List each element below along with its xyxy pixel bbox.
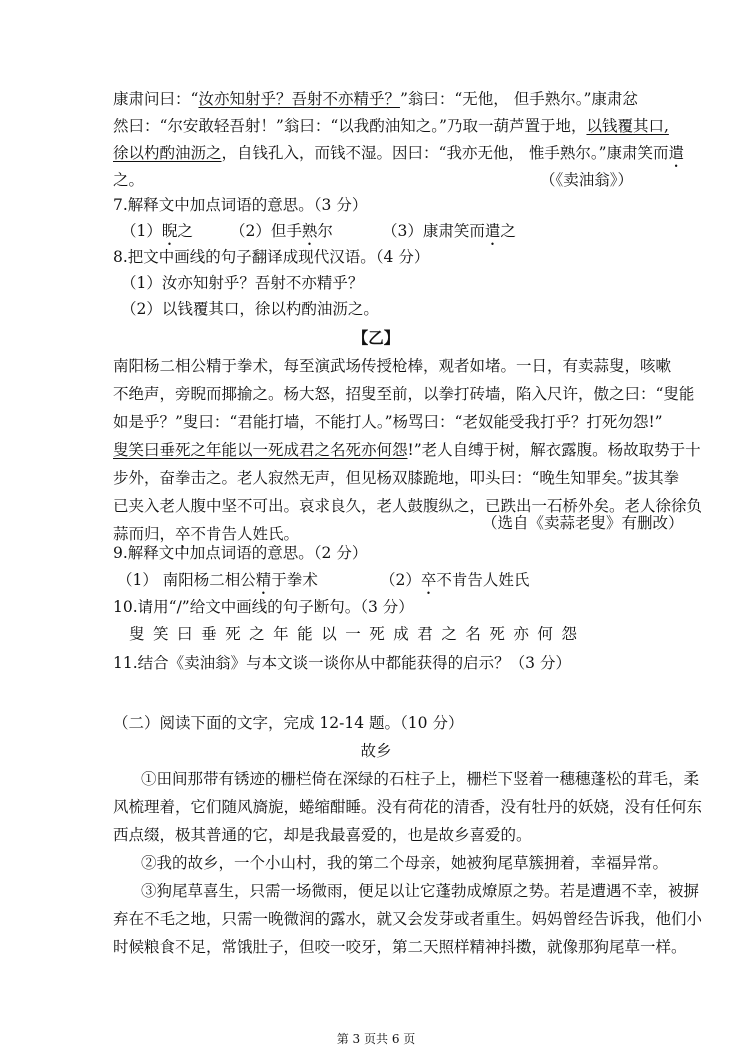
text: （3）康肃笑而 [382,222,485,240]
q9-item-2 [380,569,529,598]
p3-line-1: ③狗尾草喜生，只需一场微雨，便足以让它蓬勃成燎原之势。若是遭遇不幸，被摒 [141,882,700,900]
p3-line-2: 弃在不毛之地，只需一晚微润的露水，就又会发芽或者重生。妈妈曾经告诉我，他们小 [113,910,703,928]
underlined-sentence: 汝亦知射乎？吾射不亦精乎？ [198,90,400,108]
underlined-sentence: 徐以杓酌油沥之 [113,144,222,162]
p3-line-3: 时候粮食不足，常饿肚子，但咬一咬牙，第二天照样精神抖擞，就像那狗尾草一样。 [113,938,687,956]
jia-line-2 [113,115,669,137]
section2-header: （二）阅读下面的文字，完成 12-14 题。（10 分） [113,714,464,732]
dotted-word: 遣 [484,222,501,240]
underlined-sentence: 以钱覆其口, [586,117,669,135]
yi-source: （选自《卖蒜老叟》有删改） [482,514,684,532]
text: 之 [177,222,193,240]
q8-item-2: （2）以钱覆其口，徐以杓酌油沥之。 [121,300,379,318]
text: （1） [121,222,162,240]
yi-line-3: 如是乎？”叟曰：“君能打墙，不能打人。”杨骂曰：“老奴能受我打乎？打死勿怨!” [113,413,663,431]
text: 不肯告人姓氏 [436,571,530,589]
q7-item-2 [230,220,333,249]
story-title: 故乡 [360,742,392,760]
text: 不肯告人姓氏。 [190,525,300,543]
text: ”翁曰：“无他， 但手熟尔。”康肃忿 [399,90,638,108]
text: 于拳术 [271,571,318,589]
q7-item-1 [121,220,193,249]
yi-line-6: 已夹入老人腹中坚不可出。哀求良久，老人鼓腹纵之，已跌出一石桥外矣。老人徐徐负 [113,497,703,515]
dotted-word: 精 [255,571,272,589]
yi-line-4 [113,439,701,461]
dotted-word: 熟 [301,222,318,240]
q8-title: 8.把文中画线的句子翻译成现代汉语。（4 分） [113,248,430,266]
yi-line-1: 南阳杨二相公精于拳术，每至演武场传授枪棒，观者如堵。一日，有卖蒜叟，咳嗽 [113,357,672,375]
text: !”老人自缚于树，解衣露腹。杨故取势于十 [407,441,701,459]
jia-line-4 [113,169,144,191]
jia-line-3 [113,142,684,171]
yi-line-2: 不绝声，旁睨而揶揄之。杨大怒，招叟至前，以拳打砖墙，陷入尺许，傲之曰：“叟能 [113,385,695,403]
underlined-sentence: 叟笑曰垂死之年能以一死成君之名死亦何怨 [113,441,408,459]
text: （2）但手 [230,222,302,240]
text: 蒜而归， [113,525,176,543]
q10-title: 10.请用“/”给文中画线的句子断句。（3 分） [113,598,414,616]
text: 尔 [317,222,333,240]
p1-line-2: 风梳理着，它们随风旖旎，蜷缩酣睡。没有荷花的清香，没有牡丹的妖娆，没有任何东 [113,798,703,816]
jia-source: （《卖油翁》） [540,171,634,189]
text: ，自钱孔入，而钱不湿。因曰：“我亦无他， 惟手熟尔。”康肃笑而 [221,144,669,162]
text: 然曰：“尔安敢轻吾射！”翁曰：“以我酌油知之。”乃取一葫芦置于地， [113,117,587,135]
text: 之 [500,222,516,240]
q8-item-1: （1）汝亦知射乎？吾射不亦精乎？ [121,274,364,292]
yi-line-5: 步外，奋拳击之。老人寂然无声，但见杨双膝跪地，叩头曰：“晚生知罪矣。”拔其拳 [113,469,680,487]
dotted-word: 睨 [161,222,178,240]
dotted-word: 卒 [175,525,191,543]
dotted-word: 卒 [420,571,437,589]
q7-item-3 [382,220,516,249]
text: （2） [380,571,421,589]
dotted-word: 遣 [668,144,685,162]
q9-item-1 [117,569,318,598]
q11-title: 11.结合《卖油翁》与本文谈一谈你从中都能获得的启示？（3 分） [113,654,571,672]
text: 之。 [113,171,145,189]
p2-line-1: ②我的故乡，一个小山村，我的第二个母亲，她被狗尾草簇拥着，幸福异常。 [141,854,669,872]
q9-title: 9.解释文中加点词语的意思。（2 分） [113,544,368,562]
text: （1） 南阳杨二相公 [117,571,256,589]
jia-line-1 [113,88,638,110]
text: 康肃问曰：“ [113,90,199,108]
p1-line-1: ①田间那带有锈迹的栅栏倚在深绿的石柱子上，栅栏下竖着一穗穗蓬松的茸毛，柔 [141,770,700,788]
p1-line-3: 西点缀，极其普通的它，却是我最喜爱的，也是故乡喜爱的。 [113,826,532,844]
page-footer: 第 3 页共 6 页 [336,1032,416,1046]
q7-title: 7.解释文中加点词语的意思。（3 分） [113,196,368,214]
passage-yi-heading: 【乙】 [352,328,400,347]
q10-sentence: 叟笑曰垂死之年能以一死成君之名死亦何怨 [129,625,586,643]
